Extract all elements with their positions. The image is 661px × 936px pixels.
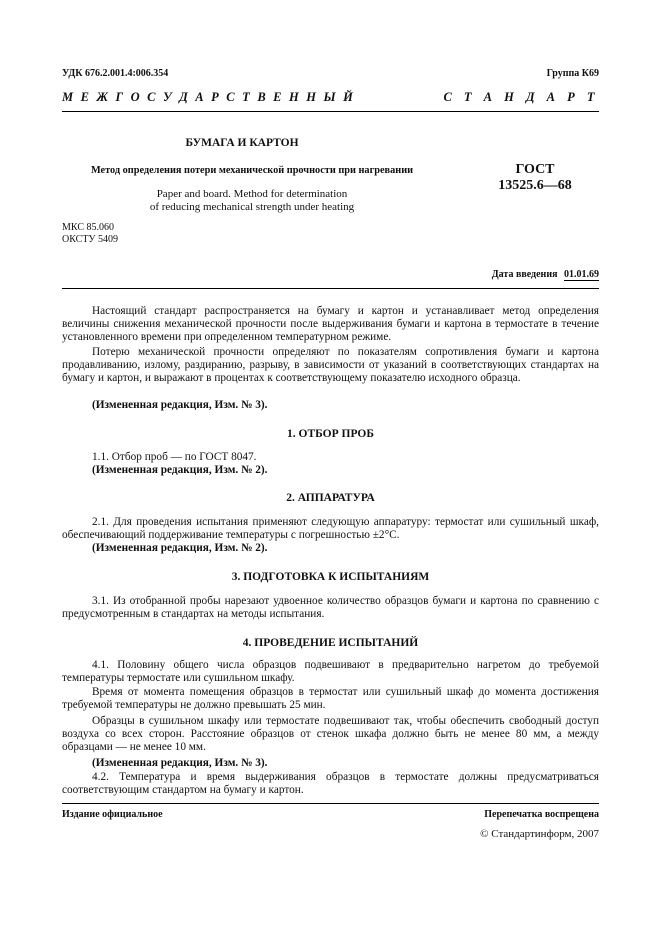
intro-date-label: Дата введения [491, 269, 558, 280]
copyright-line: © Стандартинформ, 2007 [480, 828, 599, 840]
udk-code: УДК 676.2.001.4:006.354 [62, 68, 169, 79]
document-subtitle: Метод определения потери механической прочности при нагревании [90, 165, 414, 176]
section-2-title: 2. АППАРАТУРА [286, 492, 375, 504]
footer-rule [62, 803, 599, 804]
gost-number: 13525.6—68 [498, 178, 572, 193]
section-1-amendment-note: (Измененная редакция, Изм. № 2). [92, 464, 268, 476]
english-title-line2: of reducing mechanical strength under heating [149, 201, 355, 213]
section-4-paragraph-1: 4.1. Половину общего числа образцов подвешивают в предварительно нагретом до требуемой температуры термостате или сушильном шкафу. [62, 659, 599, 684]
reprint-prohibited-label: Перепечатка воспрещена [484, 809, 599, 820]
section-2-paragraph-1: 2.1. Для проведения испытания применяют следующую аппаратуру: термостат или сушильный шкаф, обеспечивающий поддерживание температуры с погрешностью ±2°С. [62, 516, 599, 541]
english-title-line1: Paper and board. Method for determination [156, 188, 348, 200]
mks-code: МКС 85.060 [62, 222, 114, 233]
intro-date [492, 269, 599, 280]
gost-label: ГОСТ [515, 162, 555, 177]
group-code: Группа К69 [546, 68, 599, 79]
intro-amendment-note: (Измененная редакция, Изм. № 3). [92, 399, 268, 411]
document-title: БУМАГА И КАРТОН [185, 137, 299, 149]
intro-paragraph-2: Потерю механической прочности определяют по показателям сопротивления бумаги и картона продавливанию, излому, раздиранию, разрыву, в зависимости от указаний в соответствующих стандартах на бумагу и картон, и выражают в процентах к соответствующему показателю исходного образца. [62, 346, 599, 384]
date-rule [62, 288, 599, 289]
section-3-title: 3. ПОДГОТОВКА К ИСПЫТАНИЯМ [231, 571, 430, 583]
section-4-paragraph-3: Образцы в сушильном шкафу или термостате подвешивают так, чтобы обеспечить свободный доступ воздуха со всех сторон. Расстояние образцов от стенок шкафа должно быть не менее 80 мм, а между образцами — не менее 10 мм. [62, 715, 599, 753]
official-edition-label: Издание официальное [62, 809, 163, 820]
banner-right: С Т А Н Д А Р Т [443, 90, 599, 104]
section-4-paragraph-4: 4.2. Температура и время выдерживания образцов в термостате должны предусматриваться соответствующим стандартом на бумагу и картон. [62, 771, 599, 796]
section-4-title: 4. ПРОВЕДЕНИЕ ИСПЫТАНИЙ [242, 637, 419, 649]
banner-left: М Е Ж Г О С У Д А Р С Т В Е Н Н Ы Й [62, 90, 356, 104]
intro-date-value: 01.01.69 [564, 269, 599, 280]
section-1-title: 1. ОТБОР ПРОБ [287, 428, 374, 440]
section-2-amendment-note: (Измененная редакция, Изм. № 2). [92, 542, 268, 554]
okstu-code: ОКСТУ 5409 [62, 234, 119, 245]
header-rule [62, 111, 599, 112]
section-1-paragraph-1: 1.1. Отбор проб — по ГОСТ 8047. [92, 451, 257, 463]
section-3-paragraph-1: 3.1. Из отобранной пробы нарезают удвоенное количество образцов бумаги и картона по сравнению с предусмотренным в стандартах на методы испытания. [62, 595, 599, 620]
section-4-amendment-note: (Измененная редакция, Изм. № 3). [92, 757, 268, 769]
section-4-paragraph-2: Время от момента помещения образцов в термостат или сушильный шкаф до момента достижения требуемой температуры не должно превышать 25 мин. [62, 686, 599, 711]
intro-paragraph-1: Настоящий стандарт распространяется на бумагу и картон и устанавливает метод определения величины снижения механической прочности после выдерживания бумаги и картона в термостате в течение установленного времени при определенном температурном режиме. [62, 305, 599, 343]
